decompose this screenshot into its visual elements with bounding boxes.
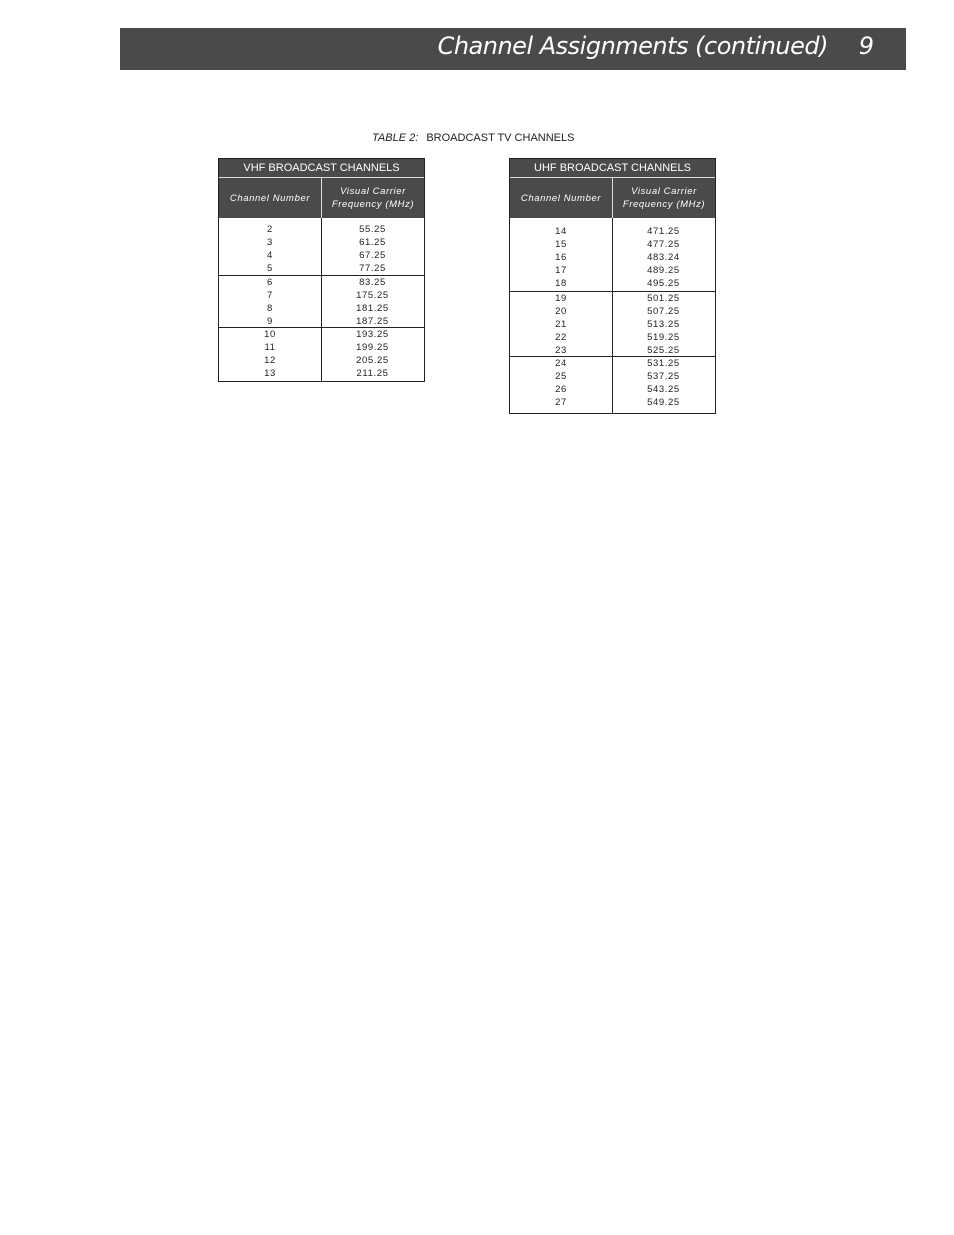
channel-frequency: 531.25 — [647, 358, 680, 369]
channel-frequency: 77.25 — [359, 263, 386, 274]
channel-number: 10 — [264, 329, 276, 340]
channel-number: 16 — [555, 252, 567, 263]
channel-frequency: 181.25 — [356, 303, 389, 314]
table-title: UHF BROADCAST CHANNELS — [510, 159, 715, 178]
channel-frequency: 501.25 — [647, 293, 680, 304]
table-row — [510, 264, 715, 277]
table-row — [219, 276, 424, 289]
table-row — [219, 289, 424, 302]
table-row — [510, 277, 715, 290]
channel-number: 2 — [267, 224, 273, 235]
page-title: Channel Assignments (continued) — [437, 32, 828, 60]
channel-frequency: 549.25 — [647, 397, 680, 408]
table-row — [510, 318, 715, 331]
channel-number: 5 — [267, 263, 273, 274]
column-header-channel: Channel Number — [510, 178, 613, 218]
table-row — [219, 223, 424, 236]
row-group — [510, 225, 715, 290]
row-group — [510, 356, 715, 409]
table-body — [510, 218, 715, 413]
table-row — [510, 225, 715, 238]
page-header — [120, 28, 906, 70]
table-row — [510, 305, 715, 318]
table-row — [510, 292, 715, 305]
row-group — [219, 327, 424, 380]
channel-frequency: 489.25 — [647, 265, 680, 276]
table-body — [219, 218, 424, 381]
channel-frequency: 61.25 — [359, 237, 386, 248]
channel-frequency: 205.25 — [356, 355, 389, 366]
channel-number: 20 — [555, 306, 567, 317]
table-row — [510, 370, 715, 383]
channel-frequency: 537.25 — [647, 371, 680, 382]
table-row — [219, 328, 424, 341]
channel-number: 26 — [555, 384, 567, 395]
channel-frequency: 471.25 — [647, 226, 680, 237]
row-group — [510, 291, 715, 357]
frequency-header-line1: Visual Carrier — [340, 186, 406, 197]
channel-number: 24 — [555, 358, 567, 369]
table-row — [219, 354, 424, 367]
channel-number: 3 — [267, 237, 273, 248]
column-header-frequency — [322, 178, 424, 218]
channel-frequency: 187.25 — [356, 316, 389, 327]
frequency-header-line2: Frequency (MHz) — [622, 199, 706, 210]
channel-number: 6 — [267, 277, 273, 288]
channel-number: 23 — [555, 345, 567, 356]
table-row — [219, 367, 424, 380]
table-header-row — [219, 178, 424, 218]
channel-frequency: 193.25 — [356, 329, 389, 340]
table-row — [219, 249, 424, 262]
caption-text: BROADCAST TV CHANNELS — [426, 132, 575, 144]
table-row — [510, 396, 715, 409]
channel-number: 15 — [555, 239, 567, 250]
channel-frequency: 507.25 — [647, 306, 680, 317]
table-row — [510, 251, 715, 264]
column-header-frequency — [613, 178, 715, 218]
table-title: VHF BROADCAST CHANNELS — [219, 159, 424, 178]
channel-frequency: 199.25 — [356, 342, 389, 353]
table-header-row — [510, 178, 715, 218]
channel-number: 21 — [555, 319, 567, 330]
channel-frequency: 211.25 — [356, 368, 389, 379]
uhf-channel-table — [509, 158, 716, 414]
channel-number: 17 — [555, 265, 567, 276]
channel-frequency: 513.25 — [647, 319, 680, 330]
frequency-header-line1: Visual Carrier — [631, 186, 697, 197]
channel-frequency: 477.25 — [647, 239, 680, 250]
channel-frequency: 67.25 — [359, 250, 386, 261]
channel-frequency: 55.25 — [359, 224, 386, 235]
table-row — [219, 262, 424, 275]
channel-number: 8 — [267, 303, 273, 314]
channel-frequency: 83.25 — [359, 277, 386, 288]
channel-number: 19 — [555, 293, 567, 304]
channel-frequency: 495.25 — [647, 278, 680, 289]
table-caption — [372, 132, 574, 144]
channel-number: 13 — [264, 368, 276, 379]
table-row — [219, 236, 424, 249]
table-row — [219, 341, 424, 354]
channel-number: 12 — [264, 355, 276, 366]
channel-number: 14 — [555, 226, 567, 237]
channel-number: 22 — [555, 332, 567, 343]
table-row — [510, 331, 715, 344]
channel-number: 25 — [555, 371, 567, 382]
channel-number: 11 — [264, 342, 276, 353]
channel-frequency: 525.25 — [647, 345, 680, 356]
table-row — [219, 302, 424, 315]
channel-number: 27 — [555, 397, 567, 408]
column-header-channel: Channel Number — [219, 178, 322, 218]
caption-label: TABLE 2: — [372, 132, 419, 144]
table-row — [510, 383, 715, 396]
row-group — [219, 223, 424, 275]
table-row — [510, 238, 715, 251]
row-group — [219, 275, 424, 328]
channel-frequency: 175.25 — [356, 290, 389, 301]
page-number: 9 — [858, 32, 874, 60]
frequency-header-line2: Frequency (MHz) — [331, 199, 415, 210]
channel-frequency: 483.24 — [647, 252, 680, 263]
vhf-channel-table — [218, 158, 425, 382]
channel-number: 9 — [267, 316, 273, 327]
channel-frequency: 519.25 — [647, 332, 680, 343]
channel-frequency: 543.25 — [647, 384, 680, 395]
channel-number: 4 — [267, 250, 273, 261]
table-row — [510, 357, 715, 370]
channel-number: 7 — [267, 290, 273, 301]
channel-number: 18 — [555, 278, 567, 289]
